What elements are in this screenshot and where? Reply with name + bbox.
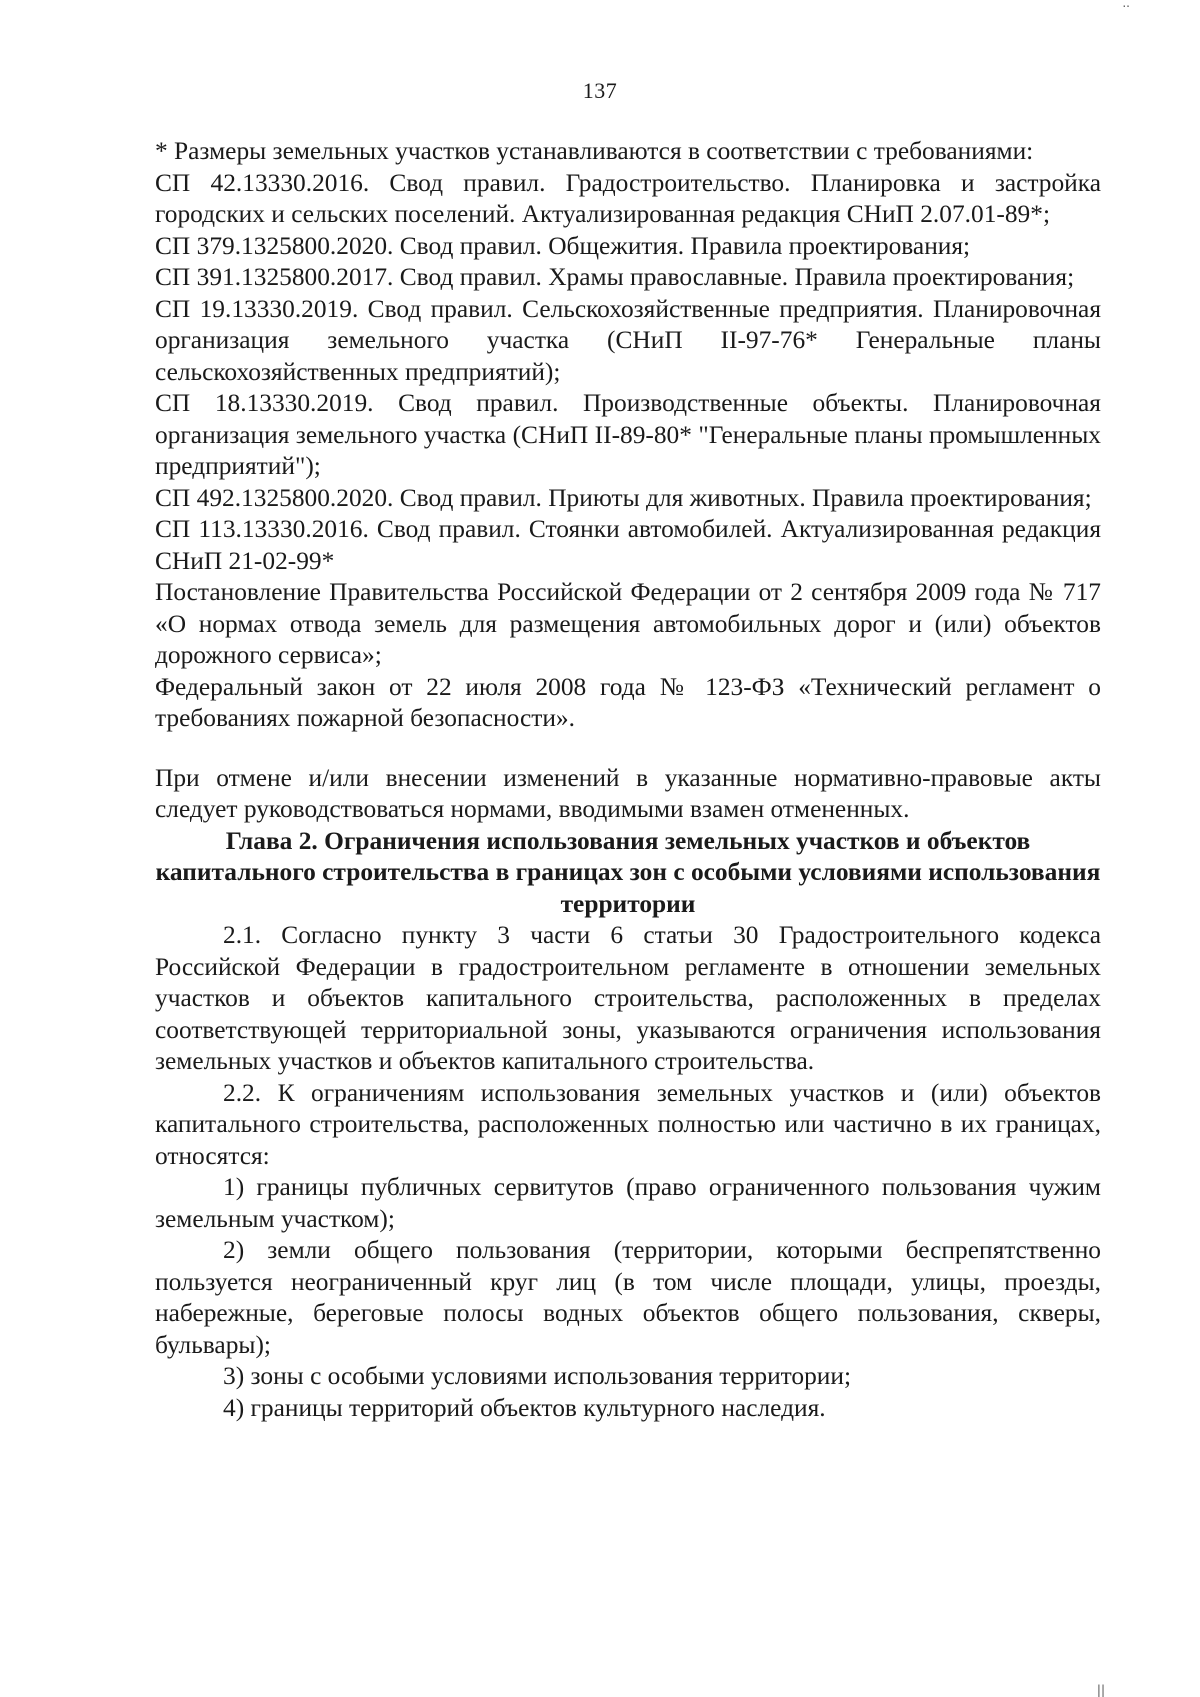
reference-item: СП 379.1325800.2020. Свод правил. Общежития. Правила проектирования; xyxy=(155,231,971,260)
chapter-title: Глава 2. Ограничения использования земельных участков и объектов капитального строительства в границах зон с особыми условиями использования территории xyxy=(155,826,1101,918)
reference-item: СП 18.13330.2019. Свод правил. Производственные объекты. Планировочная организация земельного участка (СНиП II-89-80* "Генеральные планы промышленных предприятий"); xyxy=(155,389,1101,480)
reference-item: СП 391.1325800.2017. Свод правил. Храмы православные. Правила проектирования; xyxy=(155,263,1075,291)
references-intro: * Размеры земельных участков устанавливаются в соответствии с требованиями: xyxy=(155,137,1034,165)
reference-item: СП 19.13330.2019. Свод правил. Сельскохозяйственные предприятия. Планировочная организация земельного участка (СНиП II-97-76* Генеральные планы сельскохозяйственных предприятий); xyxy=(155,294,1101,386)
restriction-list-item: 3) зоны с особыми условиями использования территории; xyxy=(223,1362,852,1390)
scan-mark-top: .. xyxy=(1122,0,1130,10)
reference-item: Постановление Правительства Российской Федерации от 2 сентября 2009 года № 717 «О нормах отвода земель для размещения автомобильных дорог и (или) объектов дорожного сервиса»; xyxy=(155,578,1101,669)
page-content xyxy=(155,136,1101,1424)
chapter-paragraph: 2.1. Согласно пункту 3 части 6 статьи 30 Градостроительного кодекса Российской Федерации в градостроительном регламенте в отношении земельных участков и объектов капитального строительства, расположенных в пределах соответствующей территориальной зоны, указываются ограничения использования земельных участков и объектов капитального строительства. xyxy=(155,921,1101,1075)
paragraph-gap xyxy=(155,735,1101,763)
restriction-list-item: 4) границы территорий объектов культурного наследия. xyxy=(223,1393,826,1422)
restriction-list-item: 2) земли общего пользования (территории, которыми беспрепятственно пользуется неограниченный круг лиц (в том числе площади, улицы, проезды, набережные, береговые полосы водных объектов общего пользования, скверы, бульвары); xyxy=(155,1236,1101,1359)
chapter-paragraph: 2.2. К ограничениям использования земельных участков и (или) объектов капитального строительства, расположенных полностью или частично в их границах, относятся: xyxy=(155,1078,1101,1170)
reference-item: СП 492.1325800.2020. Свод правил. Приюты для животных. Правила проектирования; xyxy=(155,483,1092,512)
amendment-note: При отмене и/или внесении изменений в указанные нормативно-правовые акты следует руководствоваться нормами, вводимыми взамен отмененных. xyxy=(155,763,1101,823)
reference-item: СП 42.13330.2016. Свод правил. Градостроительство. Планировка и застройка городских и сельских поселений. Актуализированная редакция СНиП 2.07.01-89*; xyxy=(155,168,1101,228)
reference-item: Федеральный закон от 22 июля 2008 года № 123-ФЗ «Технический регламент о требованиях пожарной безопасности». xyxy=(155,672,1101,732)
page-number: 137 xyxy=(582,78,618,103)
reference-item: СП 113.13330.2016. Свод правил. Стоянки автомобилей. Актуализированная редакция СНиП 21-02-99* xyxy=(155,515,1101,575)
scan-mark-bottom: || xyxy=(1096,1683,1105,1697)
restriction-list-item: 1) границы публичных сервитутов (право ограниченного пользования чужим земельным участком); xyxy=(155,1173,1101,1233)
